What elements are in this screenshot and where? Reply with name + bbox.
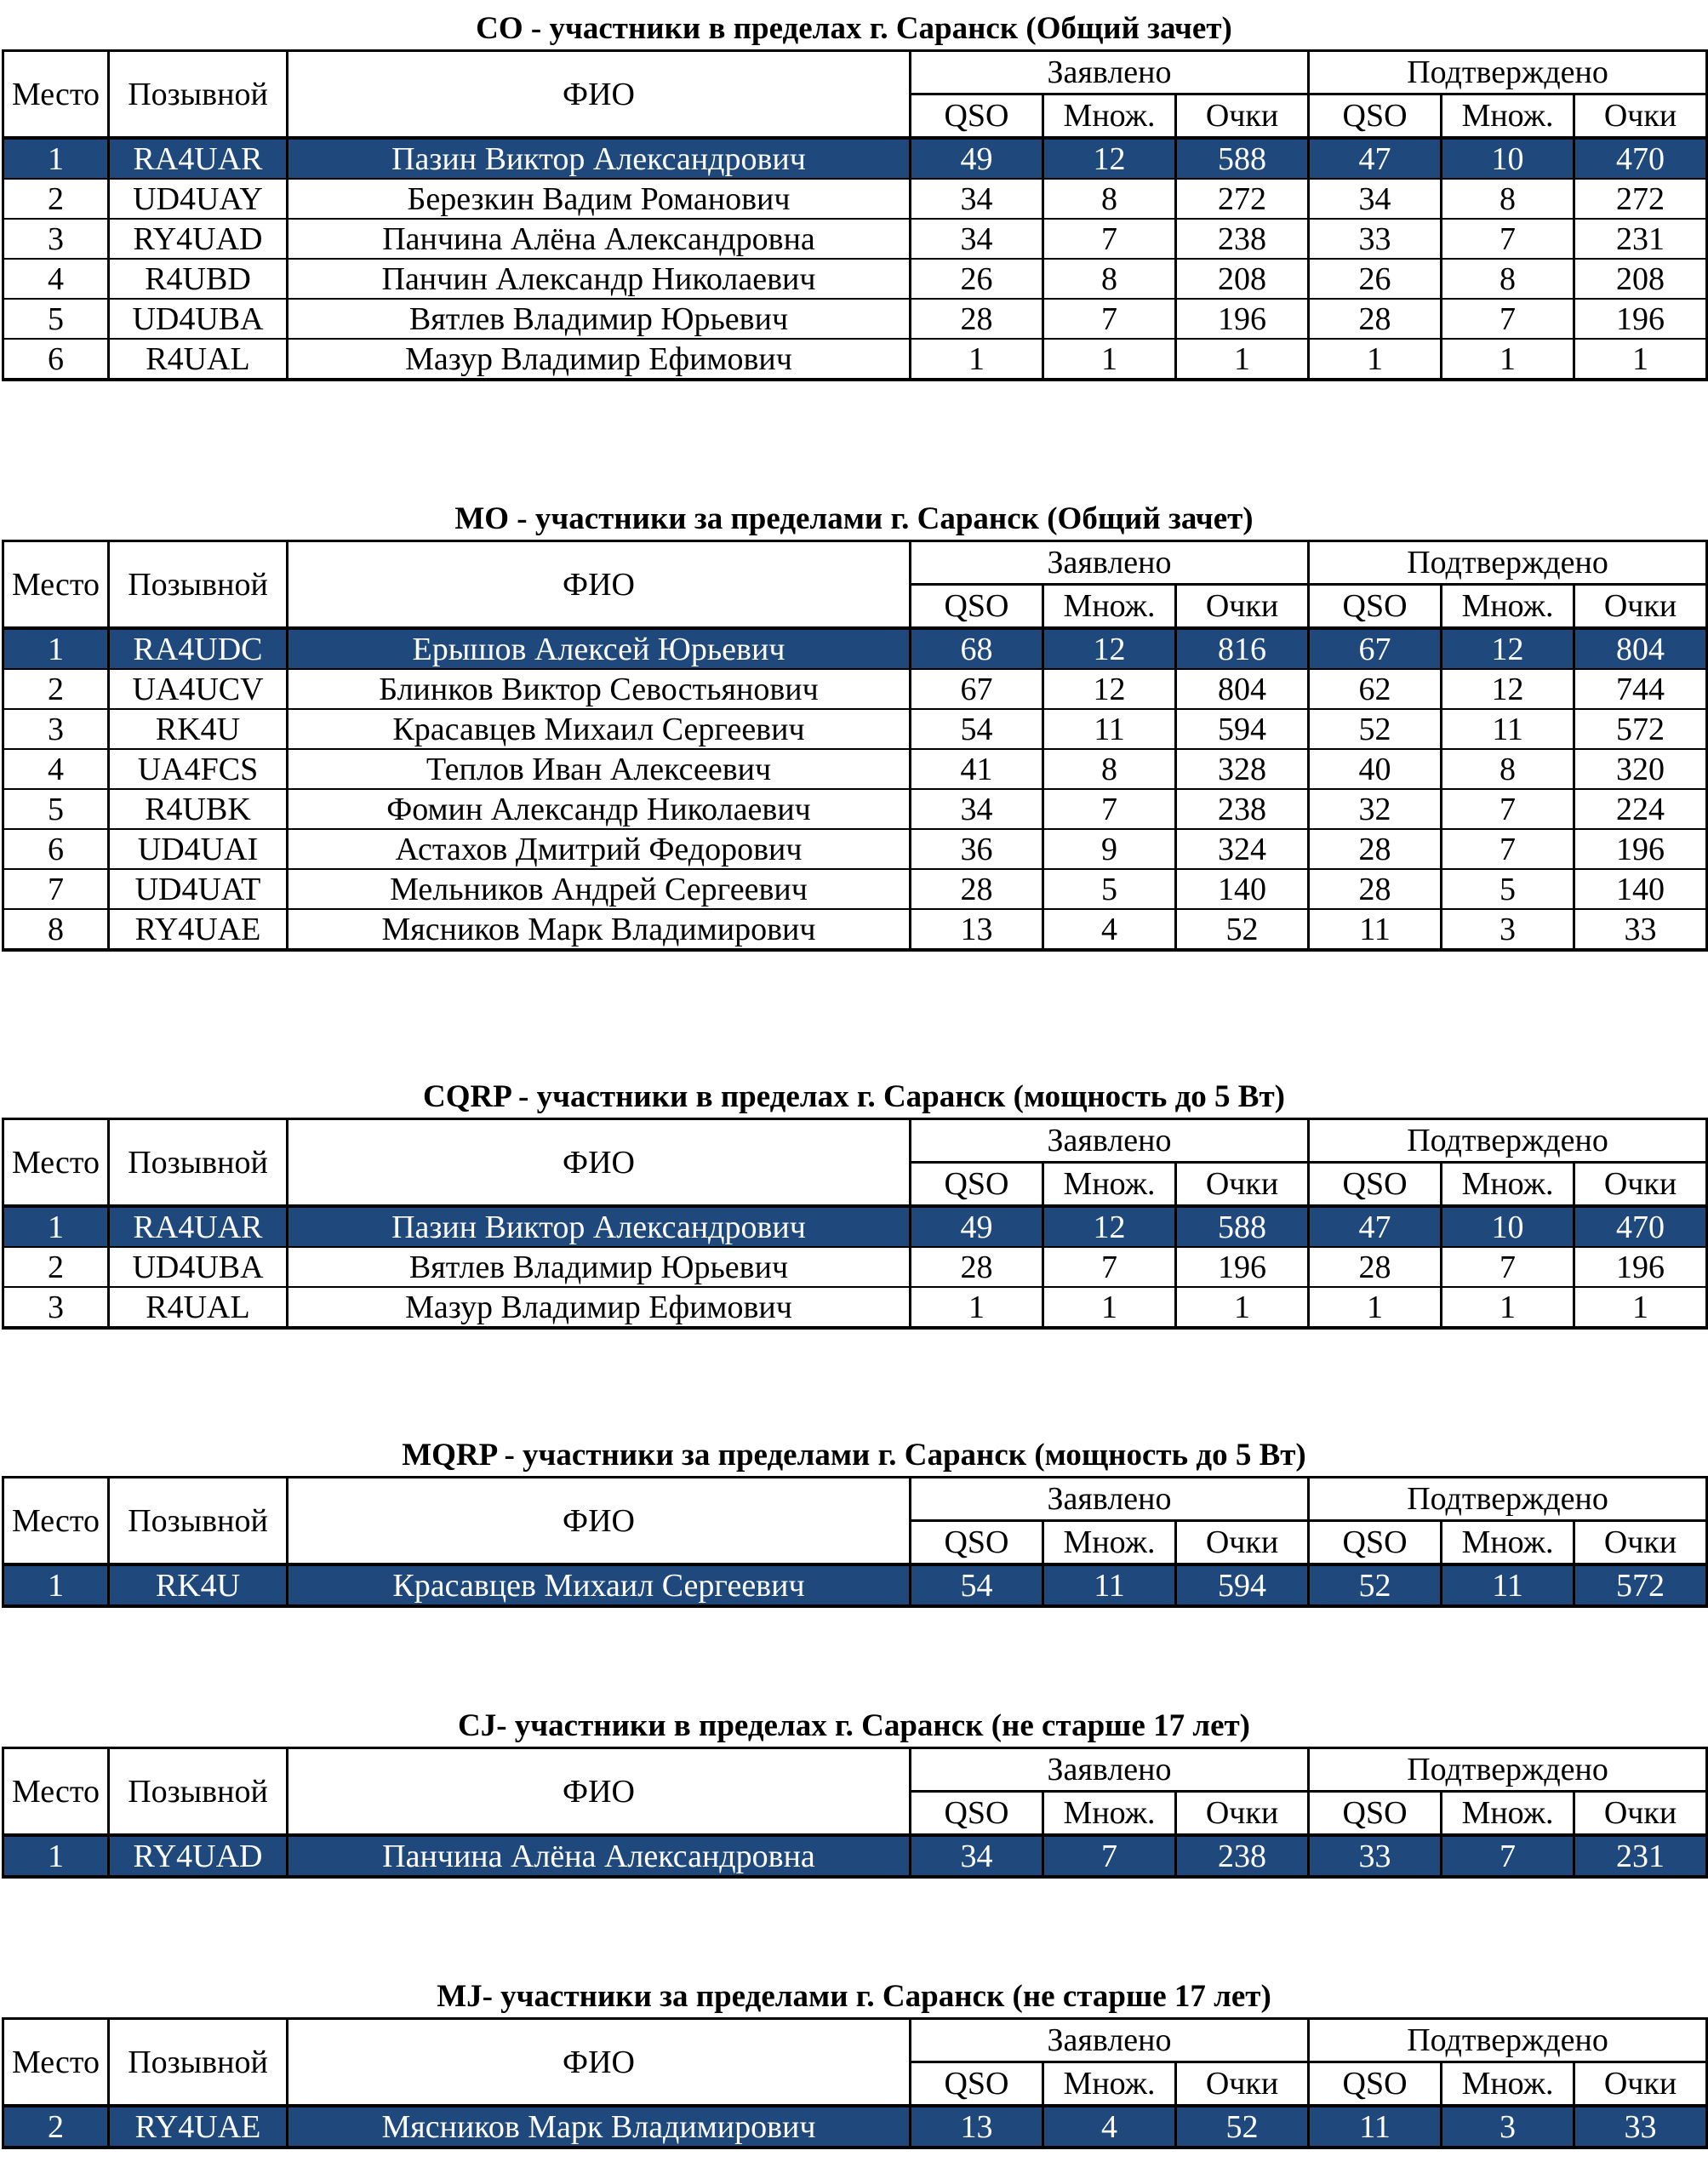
cell-confirmed-mult: 8	[1442, 259, 1574, 299]
cell-claimed-points: 208	[1176, 259, 1309, 299]
cell-claimed-points: 1	[1176, 339, 1309, 380]
cell-name: Вятлев Владимир Юрьевич	[288, 299, 911, 339]
cell-place: 3	[3, 219, 109, 259]
cell-claimed-points: 238	[1176, 219, 1309, 259]
cell-place: 5	[3, 789, 109, 829]
cell-name: Панчина Алёна Александровна	[288, 219, 911, 259]
cell-confirmed-points: 224	[1574, 789, 1707, 829]
cell-callsign: RA4UAR	[109, 138, 288, 179]
cell-confirmed-mult: 12	[1442, 628, 1574, 669]
col-points-header: Очки	[1176, 1521, 1309, 1565]
table-row	[3, 219, 1707, 259]
cell-claimed-qso: 1	[911, 339, 1043, 380]
cell-confirmed-mult: 11	[1442, 709, 1574, 749]
col-points-header: Очки	[1176, 1792, 1309, 1836]
cell-callsign: UD4UAI	[109, 829, 288, 869]
cell-confirmed-qso: 33	[1309, 219, 1442, 259]
table-row	[3, 339, 1707, 380]
col-mult-header: Множ.	[1442, 2062, 1574, 2107]
cell-claimed-qso: 34	[911, 1835, 1043, 1877]
results-table	[2, 540, 1708, 952]
cell-name: Мясников Марк Владимирович	[288, 2106, 911, 2148]
cell-claimed-points: 272	[1176, 179, 1309, 219]
cell-confirmed-mult: 7	[1442, 789, 1574, 829]
cell-confirmed-qso: 28	[1309, 1247, 1442, 1287]
cell-confirmed-qso: 1	[1309, 1287, 1442, 1328]
cell-confirmed-mult: 8	[1442, 179, 1574, 219]
col-callsign-header: Позывной	[109, 1119, 288, 1207]
cell-confirmed-mult: 7	[1442, 219, 1574, 259]
col-name-header: ФИО	[288, 1119, 911, 1207]
cell-callsign: R4UBD	[109, 259, 288, 299]
cell-claimed-qso: 13	[911, 2106, 1043, 2148]
cell-place: 4	[3, 749, 109, 789]
cell-place: 1	[3, 1206, 109, 1247]
cell-claimed-mult: 8	[1043, 749, 1176, 789]
cell-place: 7	[3, 869, 109, 909]
cell-claimed-qso: 34	[911, 219, 1043, 259]
cell-name: Мазур Владимир Ефимович	[288, 339, 911, 380]
claimed-header: Заявлено	[911, 541, 1309, 585]
claimed-header: Заявлено	[911, 2019, 1309, 2062]
cell-name: Мазур Владимир Ефимович	[288, 1287, 911, 1328]
col-points-header: Очки	[1176, 1163, 1309, 1207]
col-mult-header: Множ.	[1043, 2062, 1176, 2107]
table-row	[3, 1247, 1707, 1287]
col-qso-header: QSO	[911, 1521, 1043, 1565]
col-callsign-header: Позывной	[109, 51, 288, 139]
cell-callsign: UA4FCS	[109, 749, 288, 789]
cell-callsign: R4UAL	[109, 339, 288, 380]
cell-claimed-qso: 68	[911, 628, 1043, 669]
cell-claimed-mult: 12	[1043, 138, 1176, 179]
col-mult-header: Множ.	[1043, 94, 1176, 139]
cell-confirmed-qso: 28	[1309, 869, 1442, 909]
confirmed-header: Подтверждено	[1309, 1119, 1707, 1163]
cell-claimed-points: 594	[1176, 709, 1309, 749]
col-name-header: ФИО	[288, 541, 911, 629]
cell-place: 1	[3, 1835, 109, 1877]
col-points-header: Очки	[1574, 1163, 1707, 1207]
cell-confirmed-qso: 40	[1309, 749, 1442, 789]
cell-confirmed-mult: 8	[1442, 749, 1574, 789]
cell-place: 3	[3, 709, 109, 749]
cell-claimed-points: 588	[1176, 138, 1309, 179]
cell-confirmed-qso: 52	[1309, 1564, 1442, 1606]
cell-name: Березкин Вадим Романович	[288, 179, 911, 219]
cell-confirmed-mult: 10	[1442, 1206, 1574, 1247]
confirmed-header: Подтверждено	[1309, 2019, 1707, 2062]
cell-confirmed-mult: 7	[1442, 829, 1574, 869]
table-row	[3, 789, 1707, 829]
cell-confirmed-points: 196	[1574, 299, 1707, 339]
col-mult-header: Множ.	[1043, 1163, 1176, 1207]
cell-claimed-points: 328	[1176, 749, 1309, 789]
col-mult-header: Множ.	[1043, 1792, 1176, 1836]
cell-claimed-points: 196	[1176, 299, 1309, 339]
cell-place: 2	[3, 669, 109, 709]
cell-confirmed-points: 208	[1574, 259, 1707, 299]
cell-confirmed-points: 196	[1574, 829, 1707, 869]
cell-confirmed-points: 196	[1574, 1247, 1707, 1287]
cell-claimed-qso: 13	[911, 909, 1043, 950]
col-qso-header: QSO	[1309, 1792, 1442, 1836]
cell-callsign: RY4UAE	[109, 2106, 288, 2148]
section-title: MO - участники за пределами г. Саранск (Общий зачет)	[454, 501, 1254, 536]
col-place-header: Место	[3, 1748, 109, 1836]
table-row	[3, 749, 1707, 789]
cell-claimed-mult: 7	[1043, 1247, 1176, 1287]
cell-confirmed-points: 572	[1574, 1564, 1707, 1606]
cell-callsign: R4UBK	[109, 789, 288, 829]
cell-place: 8	[3, 909, 109, 950]
cell-name: Вятлев Владимир Юрьевич	[288, 1247, 911, 1287]
results-table	[2, 1747, 1708, 1879]
table-row	[3, 259, 1707, 299]
cell-confirmed-qso: 11	[1309, 909, 1442, 950]
cell-name: Красавцев Михаил Сергеевич	[288, 1564, 911, 1606]
cell-name: Блинков Виктор Севостьянович	[288, 669, 911, 709]
col-place-header: Место	[3, 1478, 109, 1565]
cell-claimed-points: 238	[1176, 789, 1309, 829]
cell-claimed-qso: 28	[911, 1247, 1043, 1287]
cell-claimed-points: 52	[1176, 2106, 1309, 2148]
cell-claimed-qso: 34	[911, 789, 1043, 829]
cell-confirmed-points: 572	[1574, 709, 1707, 749]
table-row	[3, 628, 1707, 669]
header-row	[3, 2019, 1707, 2062]
cell-claimed-mult: 11	[1043, 709, 1176, 749]
cell-place: 2	[3, 179, 109, 219]
cell-name: Астахов Дмитрий Федорович	[288, 829, 911, 869]
cell-confirmed-qso: 47	[1309, 1206, 1442, 1247]
col-name-header: ФИО	[288, 1748, 911, 1836]
cell-confirmed-mult: 5	[1442, 869, 1574, 909]
cell-claimed-points: 1	[1176, 1287, 1309, 1328]
table-row	[3, 669, 1707, 709]
cell-claimed-qso: 49	[911, 138, 1043, 179]
cell-confirmed-qso: 34	[1309, 179, 1442, 219]
cell-claimed-qso: 34	[911, 179, 1043, 219]
confirmed-header: Подтверждено	[1309, 1478, 1707, 1521]
cell-callsign: UA4UCV	[109, 669, 288, 709]
cell-claimed-points: 816	[1176, 628, 1309, 669]
table-row	[3, 138, 1707, 179]
cell-confirmed-points: 470	[1574, 138, 1707, 179]
col-points-header: Очки	[1574, 2062, 1707, 2107]
cell-confirmed-points: 1	[1574, 1287, 1707, 1328]
table-row	[3, 1287, 1707, 1328]
col-callsign-header: Позывной	[109, 2019, 288, 2107]
col-qso-header: QSO	[1309, 1163, 1442, 1207]
confirmed-header: Подтверждено	[1309, 1748, 1707, 1792]
cell-claimed-points: 804	[1176, 669, 1309, 709]
cell-claimed-mult: 7	[1043, 789, 1176, 829]
col-points-header: Очки	[1574, 585, 1707, 629]
cell-confirmed-mult: 1	[1442, 1287, 1574, 1328]
cell-name: Панчина Алёна Александровна	[288, 1835, 911, 1877]
col-mult-header: Множ.	[1442, 94, 1574, 139]
header-row	[3, 541, 1707, 585]
claimed-header: Заявлено	[911, 51, 1309, 94]
col-qso-header: QSO	[1309, 585, 1442, 629]
cell-claimed-mult: 11	[1043, 1564, 1176, 1606]
header-row	[3, 51, 1707, 94]
col-qso-header: QSO	[911, 1792, 1043, 1836]
cell-confirmed-qso: 28	[1309, 829, 1442, 869]
cell-claimed-mult: 1	[1043, 1287, 1176, 1328]
col-mult-header: Множ.	[1442, 1521, 1574, 1565]
col-points-header: Очки	[1176, 94, 1309, 139]
cell-name: Пазин Виктор Александрович	[288, 138, 911, 179]
cell-callsign: UD4UAY	[109, 179, 288, 219]
cell-name: Пазин Виктор Александрович	[288, 1206, 911, 1247]
confirmed-header: Подтверждено	[1309, 541, 1707, 585]
table-row	[3, 909, 1707, 950]
cell-place: 5	[3, 299, 109, 339]
results-table	[2, 49, 1708, 381]
cell-confirmed-qso: 32	[1309, 789, 1442, 829]
cell-callsign: RA4UDC	[109, 628, 288, 669]
cell-confirmed-qso: 62	[1309, 669, 1442, 709]
cell-claimed-points: 140	[1176, 869, 1309, 909]
cell-claimed-mult: 4	[1043, 2106, 1176, 2148]
cell-confirmed-qso: 28	[1309, 299, 1442, 339]
col-callsign-header: Позывной	[109, 541, 288, 629]
cell-confirmed-points: 320	[1574, 749, 1707, 789]
col-place-header: Место	[3, 51, 109, 139]
cell-place: 2	[3, 2106, 109, 2148]
cell-confirmed-points: 470	[1574, 1206, 1707, 1247]
cell-claimed-qso: 26	[911, 259, 1043, 299]
col-qso-header: QSO	[1309, 94, 1442, 139]
cell-place: 4	[3, 259, 109, 299]
table-row	[3, 1206, 1707, 1247]
col-mult-header: Множ.	[1442, 585, 1574, 629]
table-row	[3, 2106, 1707, 2148]
col-qso-header: QSO	[911, 585, 1043, 629]
cell-confirmed-mult: 12	[1442, 669, 1574, 709]
col-points-header: Очки	[1176, 2062, 1309, 2107]
col-qso-header: QSO	[911, 2062, 1043, 2107]
cell-claimed-points: 588	[1176, 1206, 1309, 1247]
cell-claimed-mult: 9	[1043, 829, 1176, 869]
section-title: MQRP - участники за пределами г. Саранск (мощность до 5 Вт)	[402, 1438, 1306, 1473]
cell-confirmed-qso: 11	[1309, 2106, 1442, 2148]
cell-claimed-mult: 12	[1043, 1206, 1176, 1247]
col-mult-header: Множ.	[1442, 1163, 1574, 1207]
cell-confirmed-points: 231	[1574, 219, 1707, 259]
cell-confirmed-mult: 7	[1442, 1247, 1574, 1287]
cell-confirmed-mult: 3	[1442, 2106, 1574, 2148]
cell-place: 1	[3, 1564, 109, 1606]
cell-confirmed-points: 804	[1574, 628, 1707, 669]
col-callsign-header: Позывной	[109, 1478, 288, 1565]
cell-confirmed-mult: 7	[1442, 1835, 1574, 1877]
table-row	[3, 1564, 1707, 1606]
cell-callsign: R4UAL	[109, 1287, 288, 1328]
col-points-header: Очки	[1574, 1792, 1707, 1836]
cell-claimed-qso: 28	[911, 869, 1043, 909]
cell-place: 6	[3, 829, 109, 869]
results-table	[2, 2017, 1708, 2149]
cell-confirmed-qso: 26	[1309, 259, 1442, 299]
cell-place: 6	[3, 339, 109, 380]
table-row	[3, 709, 1707, 749]
cell-claimed-mult: 7	[1043, 219, 1176, 259]
cell-confirmed-points: 33	[1574, 909, 1707, 950]
cell-claimed-qso: 41	[911, 749, 1043, 789]
claimed-header: Заявлено	[911, 1478, 1309, 1521]
cell-name: Фомин Александр Николаевич	[288, 789, 911, 829]
col-points-header: Очки	[1176, 585, 1309, 629]
cell-claimed-mult: 8	[1043, 259, 1176, 299]
cell-claimed-qso: 28	[911, 299, 1043, 339]
cell-place: 2	[3, 1247, 109, 1287]
cell-claimed-qso: 49	[911, 1206, 1043, 1247]
cell-name: Панчин Александр Николаевич	[288, 259, 911, 299]
cell-callsign: UD4UBA	[109, 299, 288, 339]
cell-name: Теплов Иван Алексеевич	[288, 749, 911, 789]
cell-callsign: RK4U	[109, 1564, 288, 1606]
cell-confirmed-points: 140	[1574, 869, 1707, 909]
section-title: CO - участники в пределах г. Саранск (Общий зачет)	[476, 11, 1232, 46]
cell-confirmed-points: 744	[1574, 669, 1707, 709]
table-row	[3, 869, 1707, 909]
cell-place: 1	[3, 628, 109, 669]
cell-callsign: RK4U	[109, 709, 288, 749]
cell-confirmed-points: 33	[1574, 2106, 1707, 2148]
cell-confirmed-qso: 67	[1309, 628, 1442, 669]
cell-name: Мельников Андрей Сергеевич	[288, 869, 911, 909]
col-name-header: ФИО	[288, 1478, 911, 1565]
results-table	[2, 1476, 1708, 1608]
cell-confirmed-qso: 1	[1309, 339, 1442, 380]
cell-confirmed-qso: 33	[1309, 1835, 1442, 1877]
cell-place: 3	[3, 1287, 109, 1328]
claimed-header: Заявлено	[911, 1119, 1309, 1163]
col-name-header: ФИО	[288, 51, 911, 139]
cell-confirmed-points: 231	[1574, 1835, 1707, 1877]
col-callsign-header: Позывной	[109, 1748, 288, 1836]
col-qso-header: QSO	[1309, 1521, 1442, 1565]
cell-callsign: RY4UAE	[109, 909, 288, 950]
cell-claimed-mult: 7	[1043, 299, 1176, 339]
table-row	[3, 299, 1707, 339]
cell-claimed-mult: 12	[1043, 628, 1176, 669]
cell-callsign: RY4UAD	[109, 1835, 288, 1877]
cell-place: 1	[3, 138, 109, 179]
cell-claimed-qso: 1	[911, 1287, 1043, 1328]
cell-name: Ерышов Алексей Юрьевич	[288, 628, 911, 669]
col-mult-header: Множ.	[1043, 1521, 1176, 1565]
table-row	[3, 1835, 1707, 1877]
cell-confirmed-points: 1	[1574, 339, 1707, 380]
cell-confirmed-mult: 10	[1442, 138, 1574, 179]
cell-claimed-mult: 4	[1043, 909, 1176, 950]
cell-confirmed-mult: 1	[1442, 339, 1574, 380]
col-qso-header: QSO	[1309, 2062, 1442, 2107]
col-mult-header: Множ.	[1043, 585, 1176, 629]
cell-confirmed-mult: 7	[1442, 299, 1574, 339]
cell-callsign: UD4UAT	[109, 869, 288, 909]
col-place-header: Место	[3, 1119, 109, 1207]
cell-claimed-points: 196	[1176, 1247, 1309, 1287]
cell-claimed-points: 594	[1176, 1564, 1309, 1606]
col-points-header: Очки	[1574, 1521, 1707, 1565]
header-row	[3, 1119, 1707, 1163]
col-name-header: ФИО	[288, 2019, 911, 2107]
cell-confirmed-mult: 11	[1442, 1564, 1574, 1606]
col-qso-header: QSO	[911, 94, 1043, 139]
col-points-header: Очки	[1574, 94, 1707, 139]
cell-claimed-points: 52	[1176, 909, 1309, 950]
cell-claimed-mult: 1	[1043, 339, 1176, 380]
cell-claimed-qso: 36	[911, 829, 1043, 869]
claimed-header: Заявлено	[911, 1748, 1309, 1792]
cell-claimed-mult: 5	[1043, 869, 1176, 909]
cell-claimed-points: 238	[1176, 1835, 1309, 1877]
cell-claimed-points: 324	[1176, 829, 1309, 869]
cell-callsign: RY4UAD	[109, 219, 288, 259]
section-title: CJ- участники в пределах г. Саранск (не старше 17 лет)	[458, 1708, 1250, 1743]
header-row	[3, 1478, 1707, 1521]
section-title: MJ- участники за пределами г. Саранск (не старше 17 лет)	[437, 1979, 1271, 2014]
table-row	[3, 829, 1707, 869]
cell-callsign: UD4UBA	[109, 1247, 288, 1287]
cell-claimed-mult: 7	[1043, 1835, 1176, 1877]
header-row	[3, 1748, 1707, 1792]
col-mult-header: Множ.	[1442, 1792, 1574, 1836]
cell-callsign: RA4UAR	[109, 1206, 288, 1247]
cell-claimed-mult: 8	[1043, 179, 1176, 219]
col-place-header: Место	[3, 541, 109, 629]
col-qso-header: QSO	[911, 1163, 1043, 1207]
confirmed-header: Подтверждено	[1309, 51, 1707, 94]
cell-name: Красавцев Михаил Сергеевич	[288, 709, 911, 749]
cell-confirmed-qso: 47	[1309, 138, 1442, 179]
cell-claimed-qso: 54	[911, 1564, 1043, 1606]
cell-confirmed-qso: 52	[1309, 709, 1442, 749]
col-place-header: Место	[3, 2019, 109, 2107]
section-title: CQRP - участники в пределах г. Саранск (мощность до 5 Вт)	[423, 1079, 1285, 1114]
table-row	[3, 179, 1707, 219]
results-table	[2, 1118, 1708, 1330]
cell-claimed-qso: 67	[911, 669, 1043, 709]
cell-claimed-mult: 12	[1043, 669, 1176, 709]
cell-confirmed-points: 272	[1574, 179, 1707, 219]
cell-claimed-qso: 54	[911, 709, 1043, 749]
cell-name: Мясников Марк Владимирович	[288, 909, 911, 950]
cell-confirmed-mult: 3	[1442, 909, 1574, 950]
